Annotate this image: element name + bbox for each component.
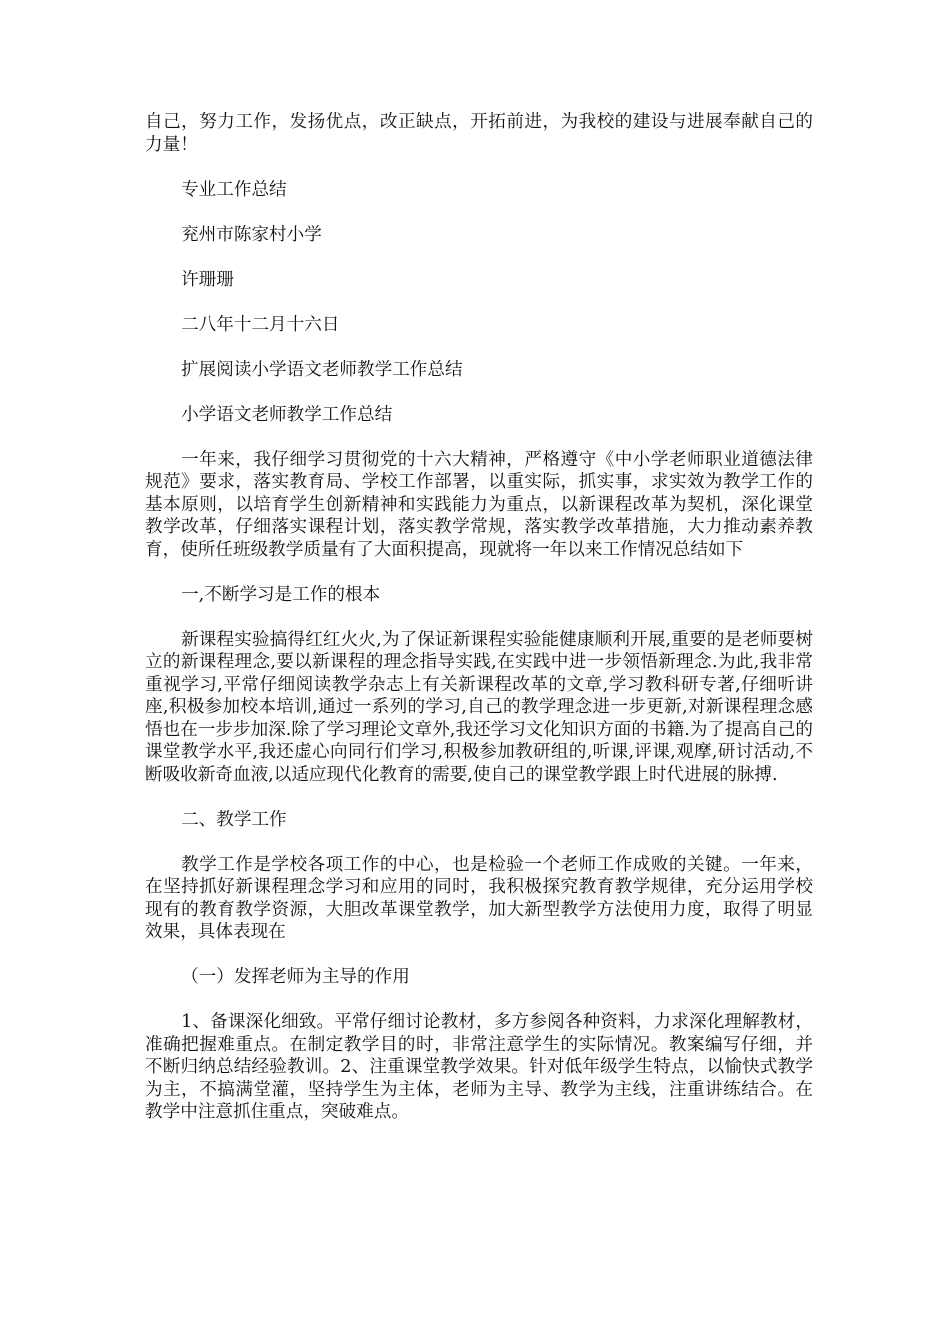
paragraph-intro: 一年来，我仔细学习贯彻党的十六大精神，严格遵守《中小学老师职业道德法律规范》要求，落实教育局、学校工作部署，以重实际，抓实事，求实效为教学工作的基本原则，以培育学生创新精神和实践能力为重点，以新课程改革为契机，深化课堂教学改革，仔细落实课程计划，落实教学常规，落实教学改革措施，大力推动素养教育，使所任班级教学质量有了大面积提高，现就将一年以来工作情况总结如下: [145, 449, 813, 560]
extended-reading-title: 扩展阅读小学语文老师教学工作总结: [181, 359, 463, 380]
subsection-heading-1: （一）发挥老师为主导的作用: [181, 967, 410, 987]
author-name: 许珊珊: [181, 269, 234, 290]
document-date: 二八年十二月十六日: [181, 314, 340, 335]
paragraph-learning: 新课程实验搞得红红火火,为了保证新课程实验能健康顺利开展,重要的是老师要树立的新课程理念,要以新课程的理念指导实践,在实践中进一步领悟新理念.为此,我非常重视学习,平常仔细阅读教学杂志上有关新课程改革的文章,学习教科研专著,仔细听讲座,积极参加校本培训,通过一系列的学习,自己的教学理念进一步更新,对新课程理念感悟也在一步步加深.除了学习理论文章外,我还学习文化知识方面的书籍.为了提高自己的课堂教学水平,我还虚心向同行们学习,积极参加教研组的,听课,评课,观摩,研讨活动,不断吸收新奇血液,以适应现代化教育的需要,使自己的课堂教学跟上时代进展的脉搏.: [145, 629, 813, 785]
paragraph-teaching: 教学工作是学校各项工作的中心，也是检验一个老师工作成败的关键。一年来，在坚持抓好新课程理念学习和应用的同时，我积极探究教育教学规律，充分运用学校现有的教育教学资源，大胆改革课堂教学，加大新型教学方法使用力度，取得了明显效果，具体表现在: [145, 854, 813, 942]
section-heading-1: 一,不断学习是工作的根本: [181, 584, 381, 605]
paragraph-lesson-prep: 1、备课深化细致。平常仔细讨论教材，多方参阅各种资料，力求深化理解教材，准确把握难重点。在制定教学目的时，非常注意学生的实际情况。教案编写仔细，并不断归纳总结经验教训。2、注重课堂教学效果。针对低年级学生特点，以愉快式教学为主，不搞满堂灌，坚持学生为主体，老师为主导、教学为主线，注重讲练结合。在教学中注意抓住重点，突破难点。: [145, 1012, 813, 1122]
heading-work-summary: 专业工作总结: [181, 179, 287, 200]
section-heading-2: 二、教学工作: [181, 809, 287, 830]
document-page: [145, 111, 813, 1146]
paragraph-closing: 自己，努力工作，发扬优点，改正缺点，开拓前进，为我校的建设与进展奉献自己的力量！: [145, 112, 813, 155]
school-name: 兖州市陈家村小学: [181, 224, 322, 245]
article-title: 小学语文老师教学工作总结: [181, 404, 393, 425]
